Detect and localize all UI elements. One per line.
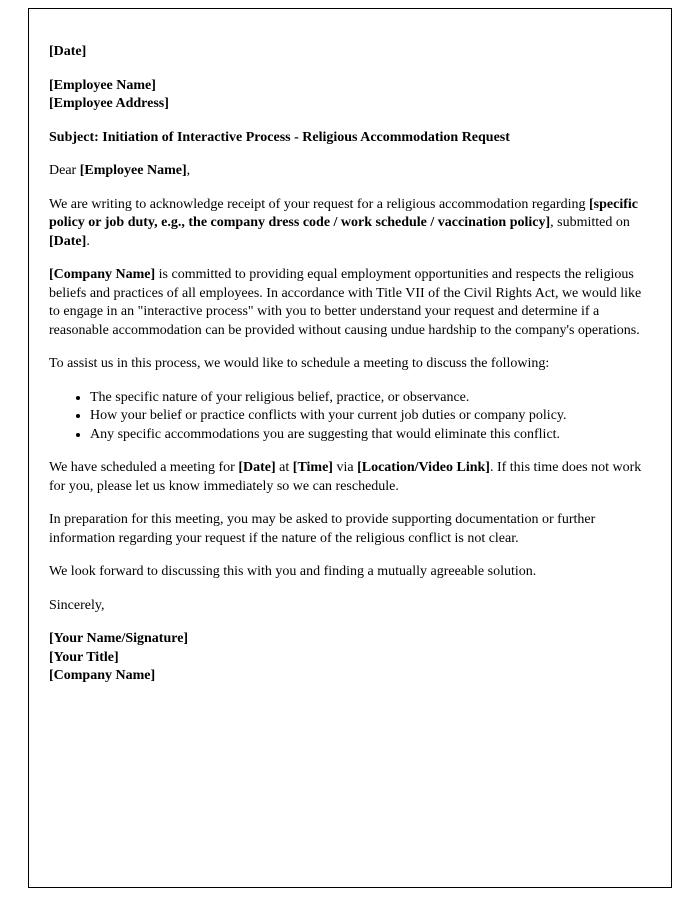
discussion-points-list	[49, 389, 649, 445]
salutation	[49, 162, 649, 181]
date-line: [Date]	[49, 44, 87, 59]
text-segment: [Company Name]	[49, 267, 156, 282]
text-segment: at	[275, 460, 293, 475]
signature-title: [Your Title]	[49, 649, 119, 665]
paragraph-commitment	[49, 266, 649, 340]
text-segment: . If this time does not work for you, please let us know immediately so we can reschedule.	[49, 460, 642, 494]
signature-name: [Your Name/Signature]	[49, 631, 189, 646]
text-segment: Dear	[49, 163, 80, 178]
paragraph-lookforward: We look forward to discussing this with you and finding a mutually agreeable solution.	[49, 564, 537, 579]
text-segment: , submitted on	[550, 215, 630, 230]
subject-line: Subject: Initiation of Interactive Process - Religious Accommodation Request	[49, 129, 510, 145]
text-segment: ,	[186, 163, 191, 178]
text-segment: We have scheduled a meeting for	[49, 460, 239, 475]
list-item: • Any specific accommodations you are suggesting that would eliminate this conflict.	[90, 426, 649, 445]
paragraph-preparation: In preparation for this meeting, you may be asked to provide supporting documentation or further information regarding your request if the nature of the religious conflict is not clear.	[49, 512, 596, 546]
text-segment: We are writing to acknowledge receipt of your request for a religious accommodation regarding	[49, 196, 590, 212]
text-segment: is committed to providing equal employment opportunities and respects the religious beliefs and practices of all employees. In accordance with Title VII of the Civil Rights Act, we would like to engage in an "interactive process" with you to better understand your request and determine if a reasonable accommodation can be provided without causing undue hardship to the company's operations.	[49, 267, 642, 338]
recipient-address: [Employee Address]	[49, 96, 169, 111]
text-segment: via	[332, 460, 358, 475]
text-segment: [Employee Name]	[79, 163, 187, 178]
list-item: • The specific nature of your religious belief, practice, or observance.	[90, 389, 649, 408]
text-segment: .	[86, 233, 90, 249]
text-segment: [Date]	[238, 460, 276, 475]
closing: Sincerely,	[49, 597, 105, 613]
signature-block	[49, 630, 649, 686]
text-segment: [specific policy or job duty, e.g., the company dress code / work schedule / vaccination policy]	[49, 196, 638, 230]
signature-company: [Company Name]	[49, 668, 156, 683]
text-segment: [Date]	[49, 233, 87, 249]
paragraph-meeting	[49, 459, 649, 496]
list-item: • How your belief or practice conflicts with your current job duties or company policy.	[90, 407, 649, 426]
text-segment: [Time]	[292, 460, 333, 475]
paragraph-acknowledge	[49, 196, 649, 252]
recipient-block	[49, 77, 649, 114]
recipient-name: [Employee Name]	[49, 77, 156, 93]
letter-page	[28, 8, 672, 888]
text-segment: [Location/Video Link]	[357, 460, 490, 475]
paragraph-assist: To assist us in this process, we would like to schedule a meeting to discuss the following:	[49, 356, 550, 371]
